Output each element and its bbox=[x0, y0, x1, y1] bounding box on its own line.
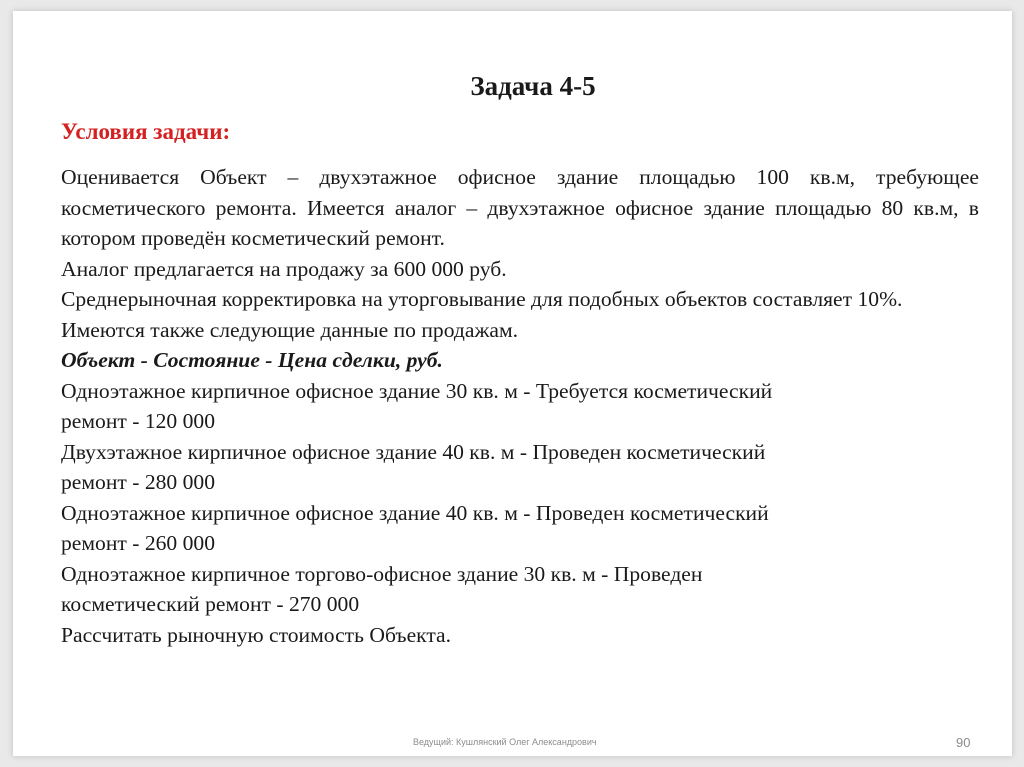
sale-record bbox=[61, 437, 979, 498]
slide bbox=[13, 11, 1012, 756]
sale-line-1: Одноэтажное кирпичное офисное здание 40 кв. м - Проведен косметический bbox=[61, 500, 769, 525]
sale-line-1: Двухэтажное кирпичное офисное здание 40 кв. м - Проведен косметический bbox=[61, 439, 766, 464]
analog-price: Аналог предлагается на продажу за 600 000 руб. bbox=[61, 256, 507, 281]
sale-line-2: ремонт - 280 000 bbox=[61, 470, 216, 494]
sales-table-header: Объект - Состояние - Цена сделки, руб. bbox=[61, 348, 443, 372]
problem-body bbox=[61, 162, 979, 650]
sale-record bbox=[61, 559, 979, 620]
conditions-heading: Условия задачи: bbox=[61, 119, 231, 144]
slide-title: Задача 4-5 bbox=[470, 71, 596, 101]
sale-line-2: ремонт - 260 000 bbox=[61, 531, 216, 555]
sale-record bbox=[61, 376, 979, 437]
sales-intro: Имеются также следующие данные по продажам. bbox=[61, 317, 519, 342]
sale-line-2: ремонт - 120 000 bbox=[61, 409, 216, 433]
object-description: Оценивается Объект – двухэтажное офисное здание площадью 100 кв.м, требующее косметического ремонта. Имеется аналог – двухэтажное офисное здание площадью 80 кв.м, в котором проведён косметический ремонт. bbox=[61, 165, 979, 250]
bargain-adjustment: Среднерыночная корректировка на уторговывание для подобных объектов составляет 10%. bbox=[61, 287, 903, 311]
sale-line-1: Одноэтажное кирпичное офисное здание 30 кв. м - Требуется косметический bbox=[61, 378, 773, 403]
page-number: 90 bbox=[956, 735, 971, 750]
task-conclusion: Рассчитать рыночную стоимость Объекта. bbox=[61, 622, 452, 647]
presenter-footer: Ведущий: Кушлянский Олег Александрович bbox=[413, 737, 597, 747]
sale-line-1: Одноэтажное кирпичное торгово-офисное здание 30 кв. м - Проведен bbox=[61, 561, 703, 586]
sale-line-2: косметический ремонт - 270 000 bbox=[61, 592, 360, 616]
sale-record bbox=[61, 498, 979, 559]
